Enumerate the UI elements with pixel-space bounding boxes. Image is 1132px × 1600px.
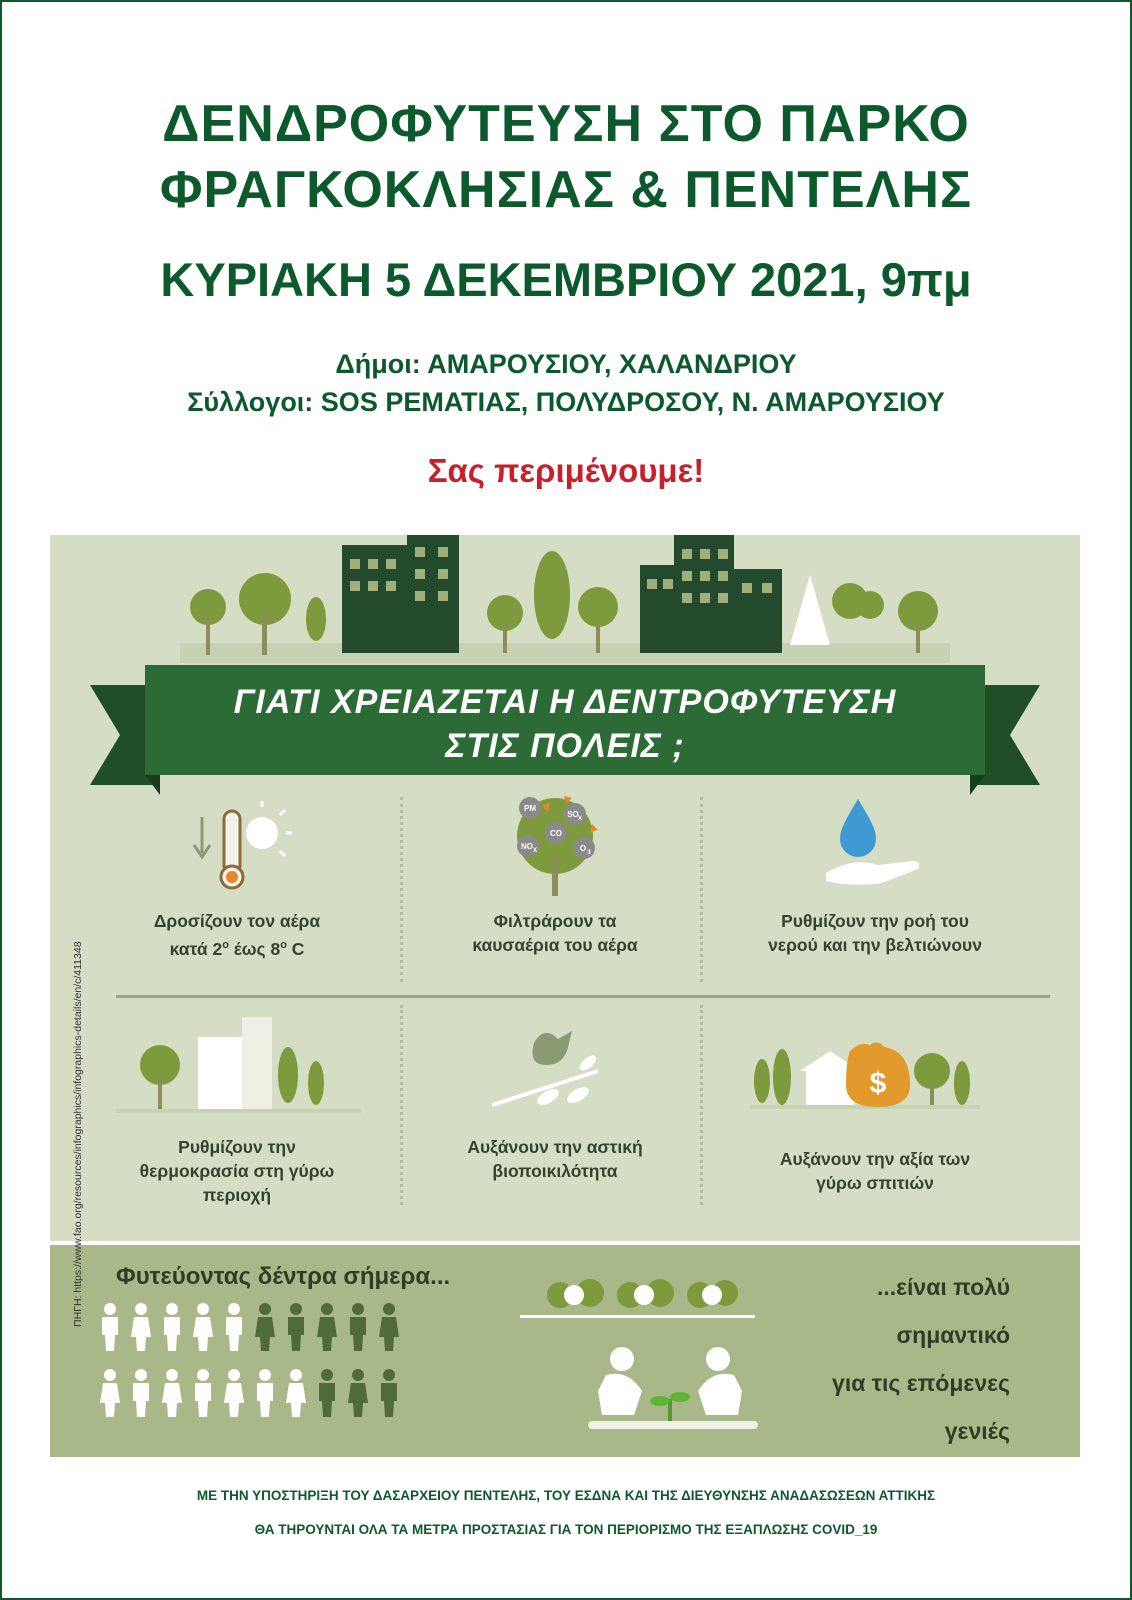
municipalities: Δήμοι: ΑΜΑΡΟΥΣΙΟΥ, ΧΑΛΑΝΔΡΙΟΥ: [335, 349, 797, 379]
infographic-panel: [50, 535, 1080, 1241]
benefit-cool-pre: κατά 2: [169, 938, 223, 959]
benefit-house-value: [720, 1147, 1030, 1195]
benefit-cool-mid: έως 8: [228, 938, 281, 959]
event-date: ΚΥΡΙΑΚΗ 5 ΔΕΚΕΜΒΡΙΟΥ 2021, 9πμ: [160, 253, 972, 306]
tree-row-icon: [520, 1265, 760, 1325]
bird-branch-icon: [488, 1025, 618, 1125]
benefit-bio-line1: Αυξάνουν την αστική: [467, 1137, 643, 1157]
future-generations-panel: [50, 1245, 1080, 1457]
planting-people-icon: [578, 1341, 768, 1441]
trees-buildings-icon: [116, 1017, 366, 1127]
benefit-cool-post: C: [286, 938, 305, 959]
benefit-value-line1: Αυξάνουν την αξία των: [779, 1149, 971, 1169]
divider-horizontal: [116, 995, 1050, 998]
invite-text: Σας περιμένουμε!: [427, 452, 705, 489]
banner-title-line1: ΓΙΑΤΙ ΧΡΕΙΑΖΕΤΑΙ Η ΔΕΝΤΡΟΦΥΤΕΥΣΗ: [233, 683, 897, 721]
o3-sub: 3: [587, 850, 591, 856]
benefit-cool-deg1: ο: [222, 939, 229, 951]
benefit-cool-deg2: ο: [280, 939, 287, 951]
support-note: ΜΕ ΤΗΝ ΥΠΟΣΤΗΡΙΞΗ ΤΟΥ ΔΑΣΑΡΧΕΙΟΥ ΠΕΝΤΕΛΗΣ, ΤΟΥ ΕΣΔΝΑ ΚΑΙ ΤΗΣ ΔΙΕΥΘΥΝΣΗΣ ΑΝΑΔΑΣΩΣΕΩΝ ΑΤΤΙΚΗΣ: [196, 1488, 936, 1503]
people-generations-icon: [94, 1303, 414, 1443]
benefit-value-line2: γύρω σπιτιών: [816, 1173, 934, 1193]
future-generations-text: [832, 1263, 1010, 1455]
co-label: CO: [550, 829, 562, 838]
benefit-cool-line1: Δροσίζουν τον αέρα: [153, 911, 321, 931]
o3-label: O: [579, 844, 587, 853]
benefit-cool-line2: [82, 933, 392, 961]
thermometer-sun-icon: [190, 801, 310, 901]
future-line3: για τις επόμενες: [832, 1370, 1010, 1396]
pm-label: PM: [524, 804, 536, 813]
covid-note: ΘΑ ΤΗΡΟΥΝΤΑΙ ΟΛΑ ΤΑ ΜΕΤΡΑ ΠΡΟΣΤΑΣΙΑΣ ΓΙΑ ΤΟΝ ΠΕΡΙΟΡΙΣΜΟ ΤΗΣ ΕΞΑΠΛΩΣΗΣ COVID_19: [254, 1522, 878, 1537]
benefit-filter-line1: Φιλτράρουν τα: [493, 911, 617, 931]
banner-title-line2: ΣΤΙΣ ΠΟΛΕΙΣ ;: [445, 727, 685, 765]
benefit-filter-line2: καυσαέρια του αέρα: [472, 935, 638, 955]
planting-today-text: Φυτεύοντας δέντρα σήμερα...: [116, 1263, 451, 1290]
benefit-temp-line2: θερμοκρασία στη γύρω: [139, 1161, 335, 1181]
benefit-water-flow: [720, 909, 1030, 957]
future-line4: γενιές: [944, 1418, 1010, 1444]
source-citation: ΠΗΓΗ: https://www.fao.org/resources/infographics/infographics-details/en/c/411348: [72, 941, 84, 1327]
nox-label: NO: [521, 842, 533, 851]
sox-sub: X: [577, 816, 583, 822]
benefit-water-line1: Ρυθμίζουν την ροή του: [781, 911, 969, 931]
event-title-line1: ΔΕΝΔΡΟΦΥΤΕΥΣΗ ΣΤΟ ΠΑΡΚΟ: [162, 95, 970, 153]
benefit-temperature: [82, 1135, 392, 1207]
house-money-icon: [750, 1021, 990, 1121]
benefit-biodiversity: [400, 1135, 710, 1183]
water-drop-hand-icon: [822, 795, 932, 895]
nox-sub: X: [532, 848, 538, 854]
sox-label: SO: [567, 810, 579, 819]
benefit-temp-line3: περιοχή: [202, 1185, 272, 1205]
dollar-label: $: [869, 1067, 887, 1100]
associations: Σύλλογοι: SOS ΡΕΜΑΤΙΑΣ, ΠΟΛΥΔΡΟΣΟΥ, Ν. ΑΜΑΡΟΥΣΙΟΥ: [187, 387, 945, 417]
benefit-bio-line2: βιοποικιλότητα: [492, 1161, 618, 1181]
future-line1: ...είναι πολύ: [876, 1274, 1010, 1300]
pollution-tree-icon: [500, 788, 610, 898]
benefit-cool-air: [82, 909, 392, 961]
future-line2: σημαντικό: [896, 1322, 1010, 1348]
benefit-filter-air: [400, 909, 710, 957]
benefit-temp-line1: Ρυθμίζουν την: [178, 1137, 296, 1157]
event-title-line2: ΦΡΑΓΚΟΚΛΗΣΙΑΣ & ΠΕΝΤΕΛΗΣ: [159, 161, 973, 219]
banner-title: [200, 680, 930, 768]
organizers: [2, 345, 1130, 421]
benefit-water-line2: νερού και την βελτιώνουν: [768, 935, 982, 955]
